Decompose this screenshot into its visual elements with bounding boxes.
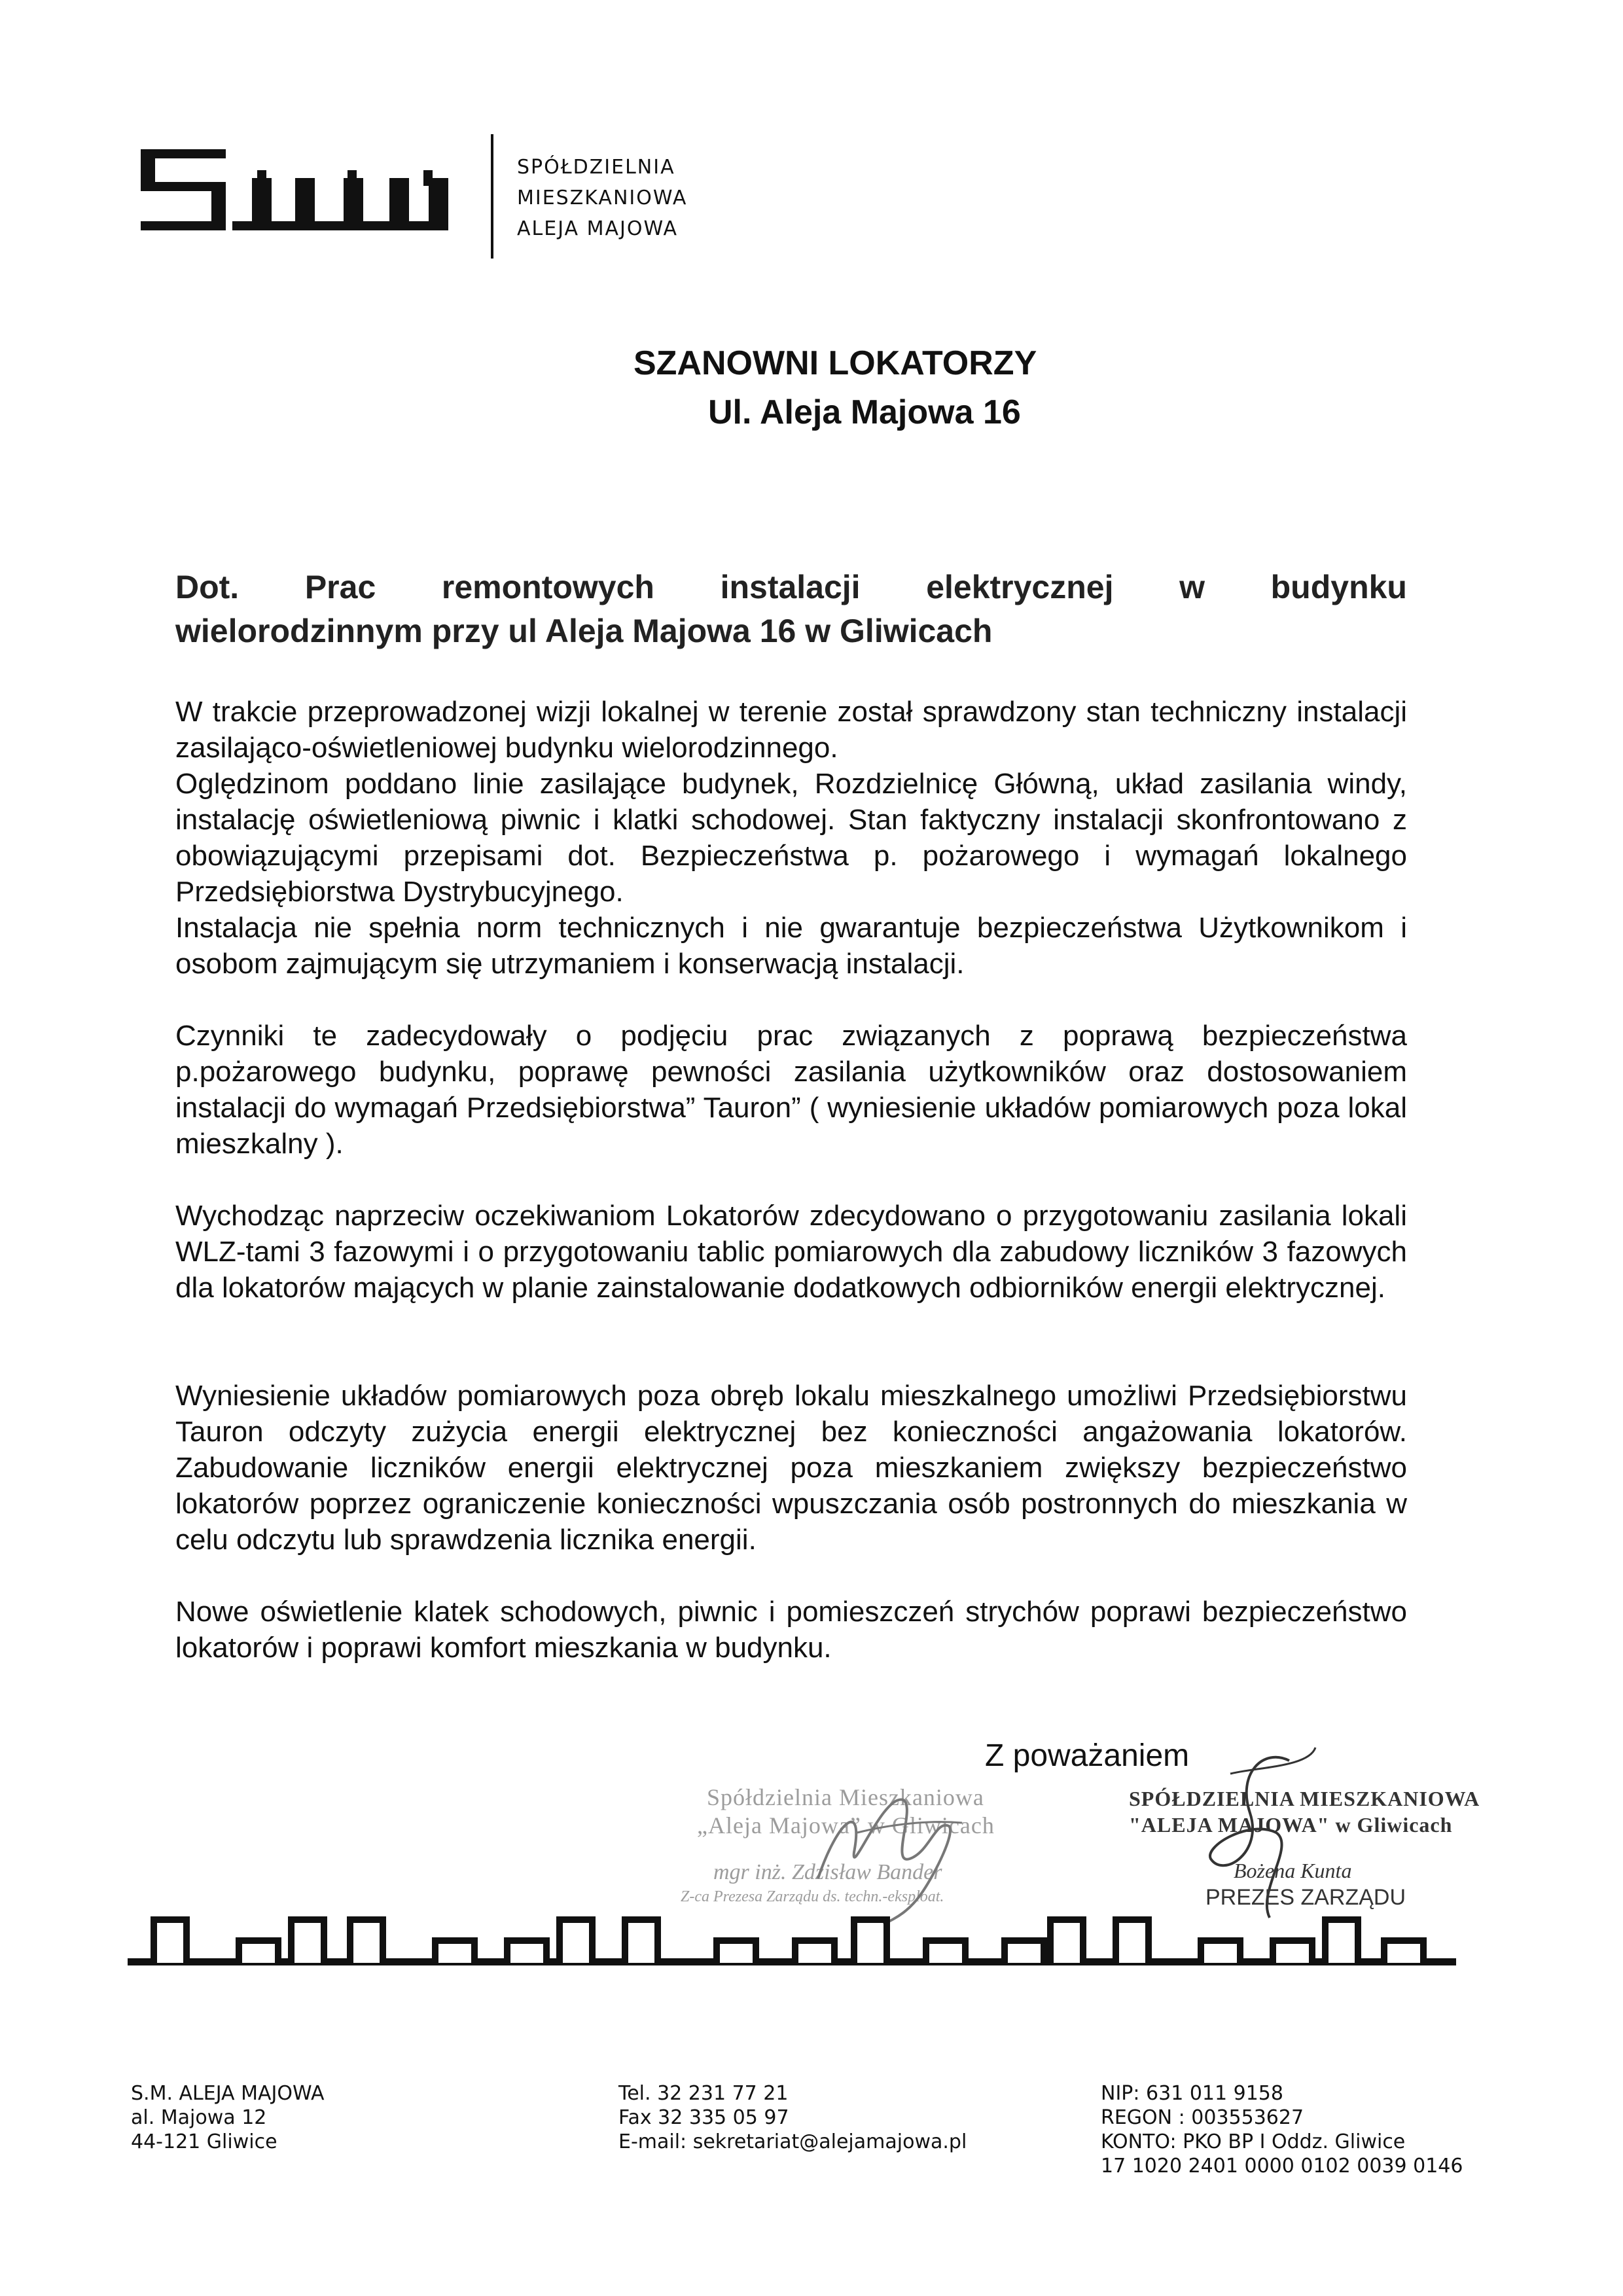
footer-registration — [1101, 2081, 1463, 2178]
org-name-line-1: SPÓŁDZIELNIA — [517, 156, 675, 179]
footer-bank: KONTO: PKO BP I Oddz. Gliwice — [1101, 2130, 1406, 2153]
header-divider — [491, 134, 493, 259]
org-name-line-2: MIESZKANIOWA — [517, 187, 688, 209]
footer-regon: REGON : 003553627 — [1101, 2106, 1304, 2129]
subject-word: Dot. — [175, 569, 240, 605]
footer-phone: Tel. 32 231 77 21 — [618, 2082, 789, 2105]
right-stamp-line-2: "ALEJA MAJOWA" w Gliwicach — [1129, 1813, 1453, 1837]
subject-word: instalacji — [720, 569, 861, 605]
addressee-title: SZANOWNI LOKATORZY — [633, 344, 1037, 382]
org-name-line-3: ALEJA MAJOWA — [517, 217, 678, 240]
address-title: Ul. Aleja Majowa 16 — [708, 393, 1021, 431]
subject-word: Prac — [304, 569, 376, 605]
subject-word: w — [1179, 569, 1205, 605]
subject-word: elektrycznej — [926, 569, 1114, 605]
body-paragraph-1: W trakcie przeprowadzonej wizji lokalnej w terenie został sprawdzony stan techniczny instalacji zasilająco-oświetleniowej budynku wielorodzinnego. — [175, 696, 1407, 764]
right-stamp-line-4: PREZES ZARZĄDU — [1205, 1885, 1406, 1910]
footer-address — [131, 2081, 325, 2154]
left-stamp-line-4: Z-ca Prezesa Zarządu ds. techn.-eksploat. — [681, 1888, 944, 1905]
right-stamp-line-1: SPÓŁDZIELNIA MIESZKANIOWA — [1129, 1787, 1480, 1810]
body-paragraph-6: Wyniesienie układów pomiarowych poza obręb lokalu mieszkalnego umożliwi Przedsiębiorstwu Tauron odczyty zużycia energii elektrycznej bez konieczności angażowania lokatorów. Zabudowanie liczników energii elektrycznej poza mieszkaniem zwiększy bezpieczeństwo lokatorów poprzez ograniczenie konieczności wpuszczania osób postronnych do mieszkania w celu odczytu lub sprawdzenia licznika energii. — [175, 1380, 1407, 1556]
footer-contact — [618, 2081, 967, 2154]
left-stamp-line-3: mgr inż. Zdzisław Bander — [713, 1860, 942, 1884]
footer-account: 17 1020 2401 0000 0102 0039 0146 — [1101, 2155, 1463, 2178]
handwritten-signatures — [687, 1721, 1472, 1931]
left-stamp-line-2: „Aleja Majowa” w Gliwicach — [697, 1812, 995, 1839]
footer-fax: Fax 32 335 05 97 — [618, 2106, 789, 2129]
body-paragraph-7: Nowe oświetlenie klatek schodowych, piwnic i pomieszczeń strychów poprawi bezpieczeństwo lokatorów i poprawi komfort mieszkania w budynku. — [175, 1596, 1407, 1664]
subject-word: remontowych — [441, 569, 654, 605]
footer-street: al. Majowa 12 — [131, 2106, 267, 2129]
left-stamp-line-1: Spółdzielnia Mieszkaniowa — [707, 1784, 984, 1810]
subject-word: budynku — [1270, 569, 1407, 605]
footer-org-name: S.M. ALEJA MAJOWA — [131, 2082, 325, 2105]
body-paragraph-5: Wychodząc naprzeciw oczekiwaniom Lokatorów zdecydowano o przygotowaniu zasilania lokali WLZ-tami 3 fazowymi i o przygotowaniu tablic pomiarowych dla zabudowy liczników 3 fazowych dla lokatorów mających w planie zainstalowanie dodatkowych odbiorników energii elektrycznej. — [175, 1200, 1407, 1304]
logo-sm-mark — [141, 144, 481, 236]
subject-line-2: wielorodzinnym przy ul Aleja Majowa 16 w Gliwicach — [175, 613, 993, 649]
footer-city: 44-121 Gliwice — [131, 2130, 277, 2153]
closing-salutation: Z poważaniem — [985, 1738, 1190, 1773]
subject-line-1 — [175, 568, 1407, 606]
body-paragraph-3: Instalacja nie spełnia norm technicznych i nie gwarantuje bezpieczeństwa Użytkownikom i osobom zajmującym się utrzymaniem i konserwacją instalacji. — [175, 912, 1407, 980]
right-stamp-line-3: Bożena Kunta — [1234, 1859, 1352, 1882]
body-paragraph-2: Oględzinom poddano linie zasilające budynek, Rozdzielnicę Główną, układ zasilania windy, instalację oświetleniową piwnic i klatki schodowej. Stan faktyczny instalacji skonfrontowano z obowiązującymi przepisami dot. Bezpieczeństwa p. pożarowego i wymagań lokalnego Przedsiębiorstwa Dystrybucyjnego. — [175, 768, 1407, 908]
footer-nip: NIP: 631 011 9158 — [1101, 2082, 1283, 2105]
footer-skyline-decoration — [128, 1914, 1456, 1967]
footer-email: E-mail: sekretariat@alejamajowa.pl — [618, 2130, 967, 2153]
body-paragraph-4: Czynniki te zadecydowały o podjęciu prac związanych z poprawą bezpieczeństwa p.pożarowego budynku, poprawę pewności zasilania użytkowników oraz dostosowaniem instalacji do wymagań Przedsiębiorstwa” Tauron” ( wyniesienie układów pomiarowych poza lokal mieszkalny ). — [175, 1020, 1407, 1160]
